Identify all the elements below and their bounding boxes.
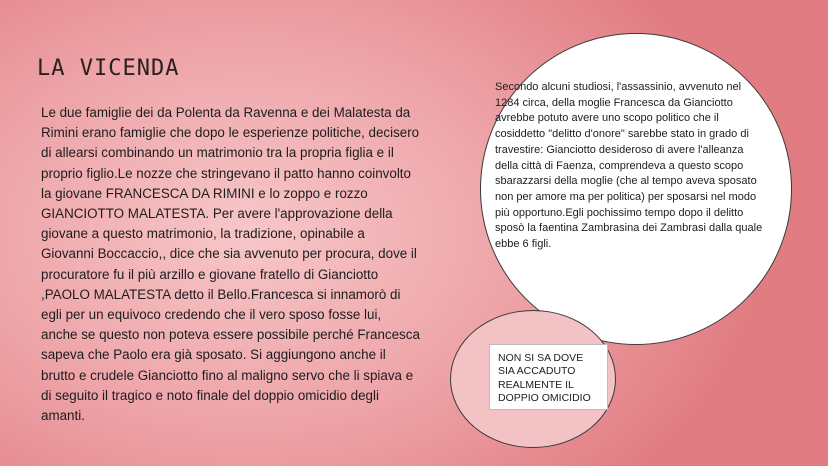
story-paragraph: Le due famiglie dei da Polenta da Ravenna e dei Malatesta da Rimini erano famiglie che dopo le esperienze politiche, decisero di allearsi combinando un matrimonio tra la propria figlia e il proprio figlio.Le nozze che stringevano il patto hanno coinvolto la giovane FRANCESCA DA RIMINI e lo zoppo e rozzo GIANCIOTTO MALATESTA. Per avere l'approvazione della giovane a questo matrimonio, la tradizione, opinabile a Giovanni Boccaccio,, dice che sia avvenuto per procura, dove il procuratore fu il più arzillo e giovane fratello di Gianciotto ,PAOLO MALATESTA detto il Bello.Francesca si innamorò di egli per un equivoco credendo che il vero sposo fosse lui, anche se questo non poteva essere possibile perché Francesca sapeva che Paolo era già sposato. Si aggiungono anche il brutto e crudele Gianciotto fino al maligno servo che li spiava e di seguito il tragico e noto finale del doppio omicidio degli amanti. <box>41 105 420 424</box>
theory-paragraph: Secondo alcuni studiosi, l'assassinio, avvenuto nel 1284 circa, della moglie Francesca da Gianciotto avrebbe potuto avere uno scopo politico che il cosiddetto "delitto d'onore" sarebbe stato in grado di travestire: Gianciotto desideroso di avere l'alleanza della città di Faenza, comprendeva a questo scopo sbarazzarsi della moglie (che al tempo aveva sposato non per amore ma per politica) per sposarsi nel modo più opportuno.Egli pochissimo tempo dopo il delitto sposò la faentina Zambrasina dei Zambrasi dalla quale ebbe 6 figli. <box>495 81 763 251</box>
note-box: NON SI SA DOVE SIA ACCADUTO REALMENTE IL DOPPIO OMICIDIO <box>489 344 608 410</box>
slide-title: LA VICENDA <box>37 56 180 81</box>
